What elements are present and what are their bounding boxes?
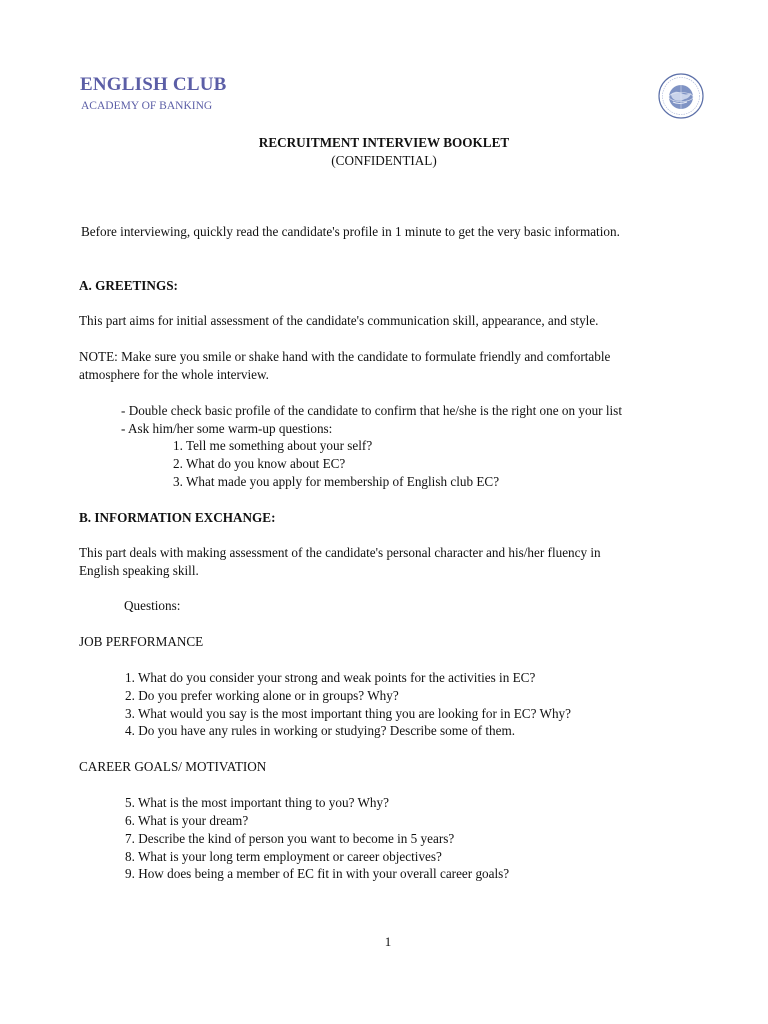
intro-text: Before interviewing, quickly read the candidate's profile in 1 minute to get the very basic information. (81, 224, 620, 239)
interview-question: 2. Do you prefer working alone or in groups? Why? (125, 688, 399, 703)
warmup-question: 1. Tell me something about your self? (173, 438, 373, 453)
club-subtitle: ACADEMY OF BANKING (81, 100, 213, 112)
interview-question: 6. What is your dream? (125, 813, 249, 828)
document-title: RECRUITMENT INTERVIEW BOOKLET (258, 135, 510, 150)
club-title: ENGLISH CLUB (80, 74, 227, 95)
section-b-heading: B. INFORMATION EXCHANGE: (79, 510, 276, 525)
document-subtitle: (CONFIDENTIAL) (331, 153, 437, 168)
interview-question: 3. What would you say is the most important thing you are looking for in EC? Why? (125, 706, 571, 721)
interview-question: 8. What is your long term employment or career objectives? (125, 849, 442, 864)
warmup-question: 3. What made you apply for membership of English club EC? (173, 474, 500, 489)
interview-question: 4. Do you have any rules in working or studying? Describe some of them. (125, 723, 516, 738)
interview-question: 5. What is the most important thing to you? Why? (125, 795, 389, 810)
section-b-desc-line2: English speaking skill. (79, 563, 199, 578)
interview-question: 7. Describe the kind of person you want to become in 5 years? (125, 831, 455, 846)
section-a-note-line2: atmosphere for the whole interview. (79, 367, 269, 382)
career-goals-heading: CAREER GOALS/ MOTIVATION (79, 759, 267, 774)
interview-question: 9. How does being a member of EC fit in with your overall career goals? (125, 866, 510, 881)
page-number: 1 (384, 934, 392, 949)
section-a-note-line1: NOTE: Make sure you smile or shake hand with the candidate to formulate friendly and comfortable (79, 349, 611, 364)
section-a-aim: This part aims for initial assessment of the candidate's communication skill, appearance, and style. (79, 313, 599, 328)
job-performance-heading: JOB PERFORMANCE (79, 634, 204, 649)
questions-label: Questions: (124, 598, 181, 613)
bullet-item: - Ask him/her some warm-up questions: (121, 421, 333, 436)
globe-seal-icon (657, 72, 705, 120)
bullet-item: - Double check basic profile of the candidate to confirm that he/she is the right one on your list (121, 403, 622, 418)
section-b-desc-line1: This part deals with making assessment of the candidate's personal character and his/her fluency in (79, 545, 601, 560)
interview-question: 1. What do you consider your strong and weak points for the activities in EC? (125, 670, 536, 685)
section-a-heading: A. GREETINGS: (79, 278, 178, 293)
warmup-question: 2. What do you know about EC? (173, 456, 346, 471)
